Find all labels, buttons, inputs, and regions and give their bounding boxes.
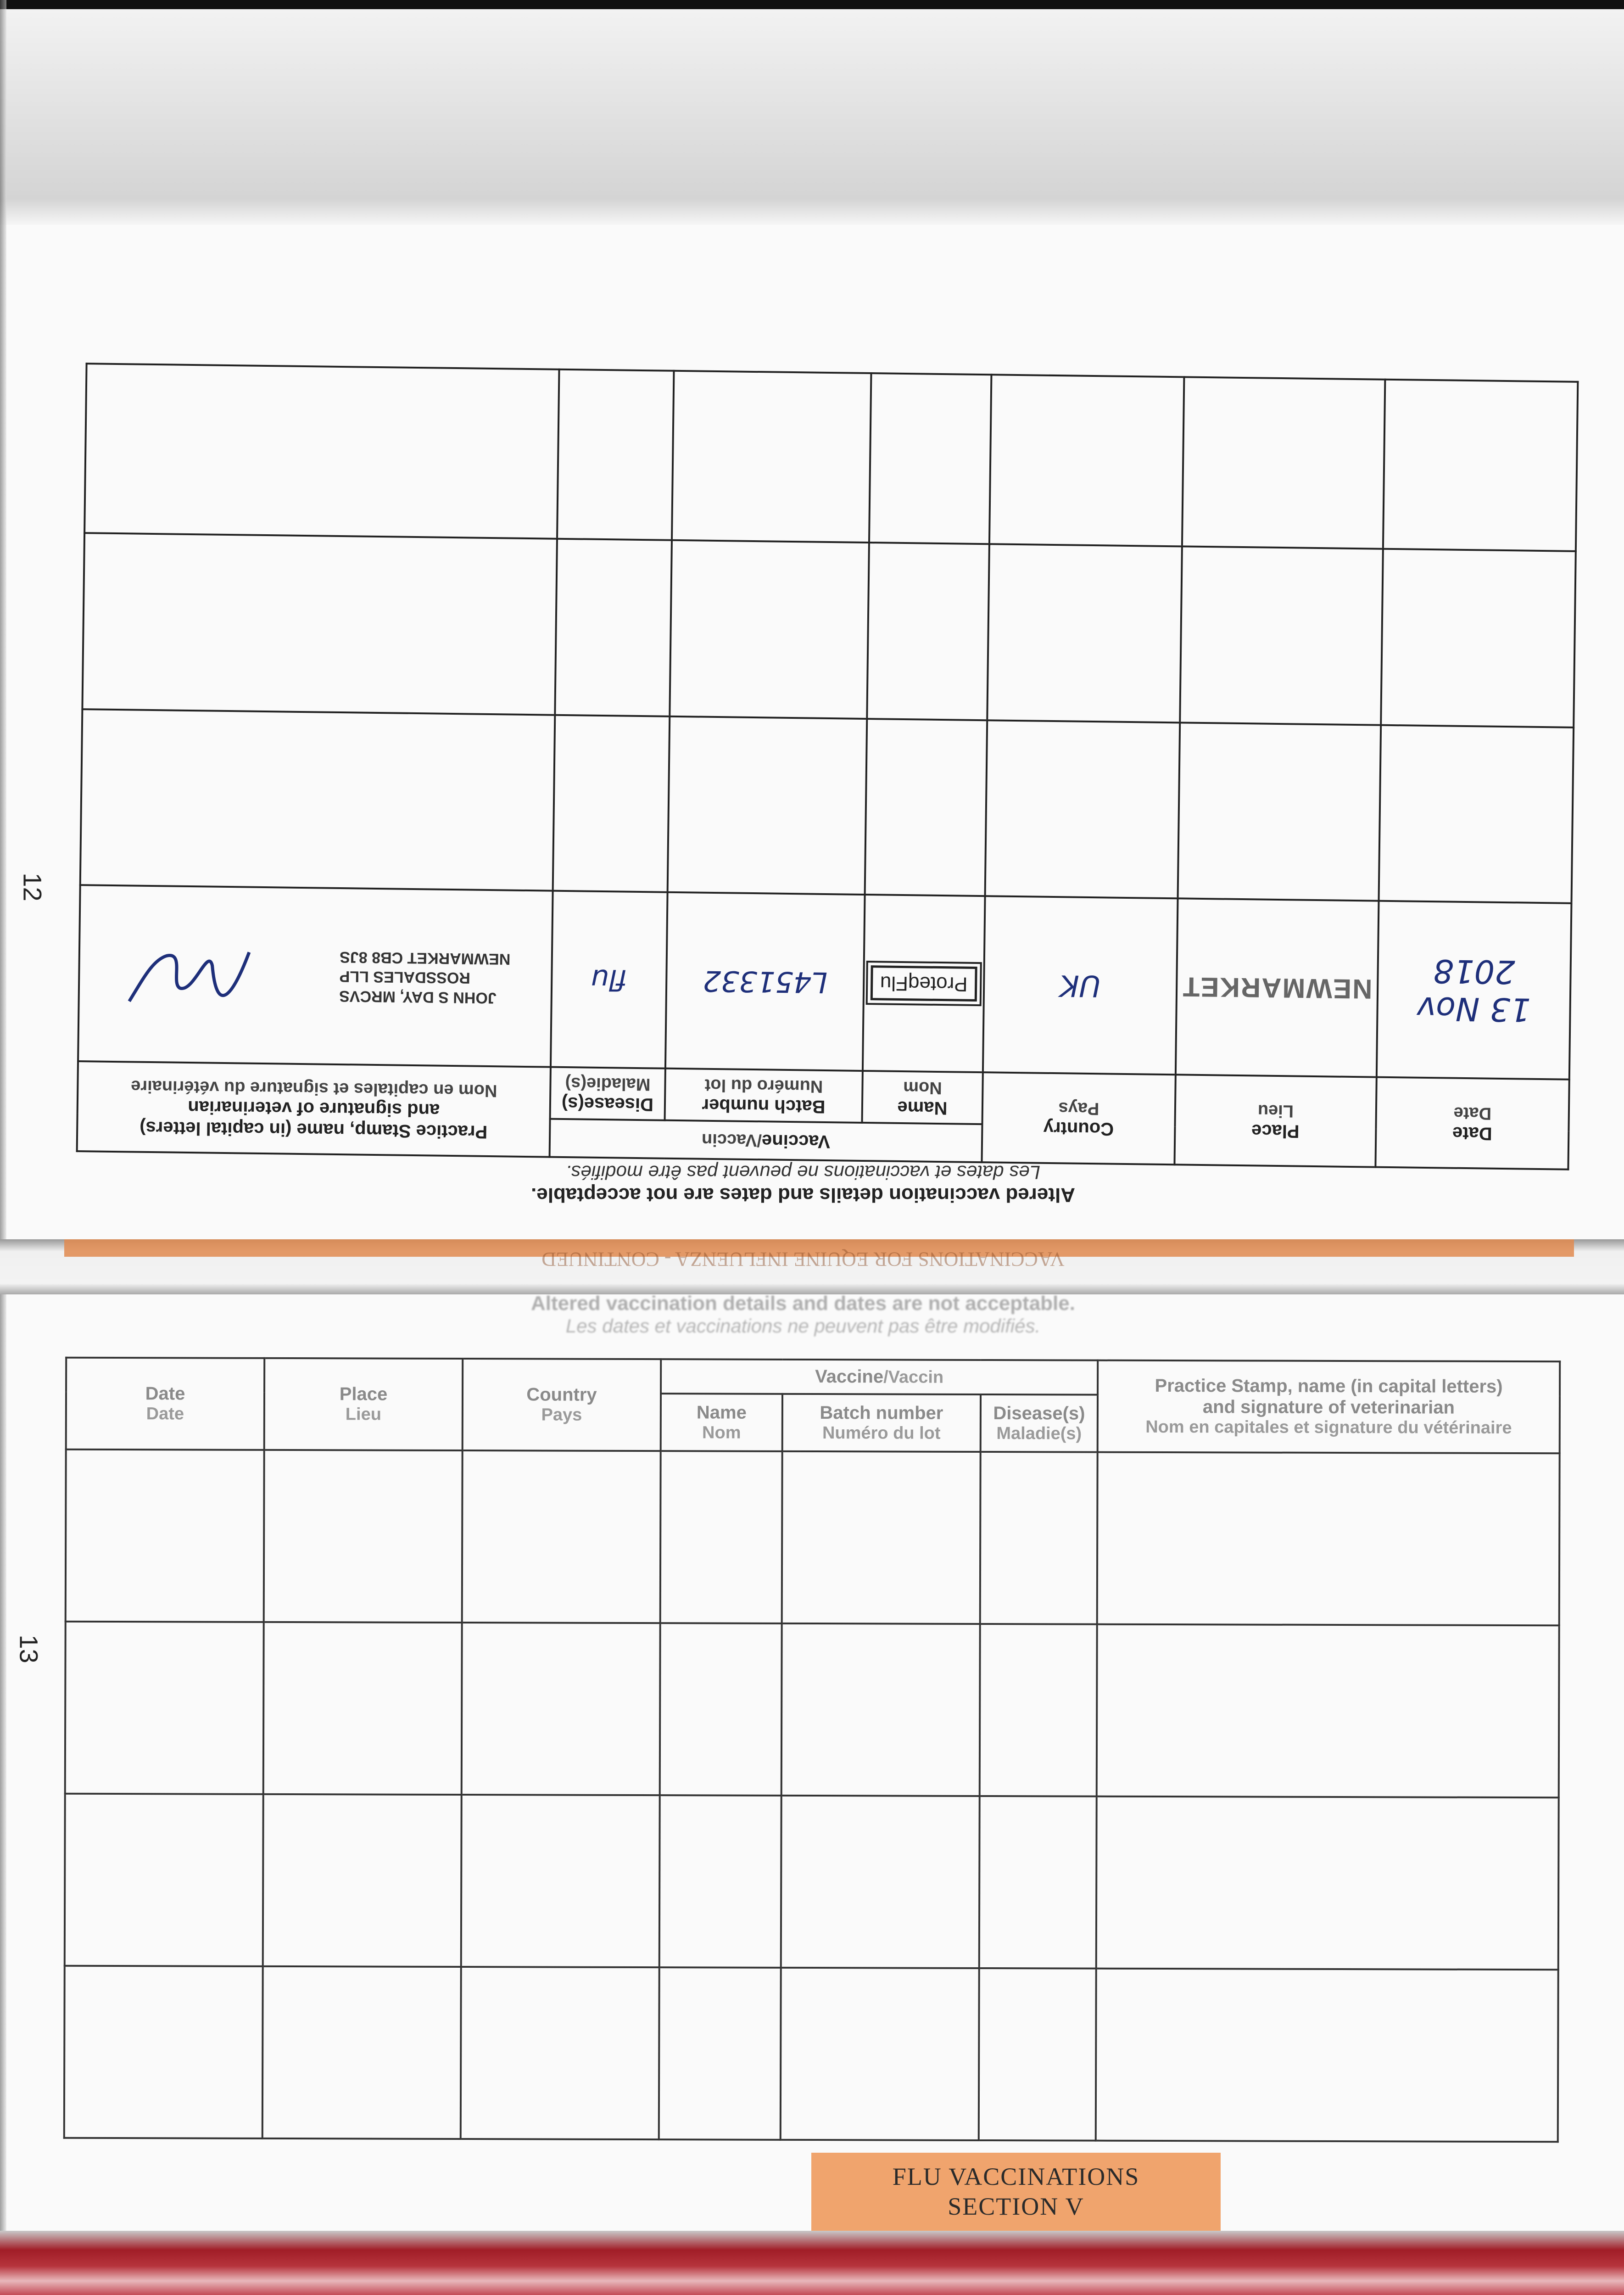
table-row xyxy=(65,1622,1559,1798)
section-label-line1: FLU VACCINATIONS xyxy=(892,2163,1140,2191)
header-place: Place Lieu xyxy=(1174,1075,1376,1167)
table-row xyxy=(84,364,1578,551)
header-country: Country Pays xyxy=(982,1072,1175,1164)
entry-disease: flu xyxy=(551,891,668,1069)
scan-top-edge xyxy=(0,0,1624,9)
book-cover-edge xyxy=(0,2231,1624,2295)
upper-notice: Altered vaccination details and dates are not acceptable. Les dates et vaccinations ne peuvent pas être modifiés. xyxy=(531,1162,1075,1206)
facing-page-shadow xyxy=(0,9,1624,225)
lower-notice: Altered vaccination details and dates are not acceptable. Les dates et vaccinations ne peuvent pas être modifiés. xyxy=(531,1292,1075,1337)
entry-place: NEWMARKET xyxy=(1176,899,1379,1077)
header-country: Country Pays xyxy=(463,1359,661,1451)
header-place: Place Lieu xyxy=(264,1358,463,1450)
lower-vaccination-table xyxy=(63,1357,1559,2141)
header-disease: Disease(s) Maladie(s) xyxy=(981,1394,1098,1452)
header-stamp: Practice Stamp, name (in capital letters) and signature of veterinarian Nom en capitales et signature du vétérinaire xyxy=(77,1061,551,1157)
header-vaccine: Vaccine/Vaccin xyxy=(661,1359,1098,1394)
table-row xyxy=(65,1794,1559,1970)
veterinarian-signature xyxy=(120,928,259,1021)
entry-date: 13 Nov 2018 xyxy=(1377,901,1572,1080)
table-row-filled xyxy=(78,885,1571,1080)
upper-vaccination-table xyxy=(78,363,1579,1170)
entry-batch: L451332 xyxy=(665,892,865,1071)
header-date: Date Date xyxy=(66,1358,265,1450)
table-row xyxy=(82,533,1575,727)
practice-stamp: JOHN S DAY, MRCVS ROSSDALES LLP NEWMARKET CB8 8JS xyxy=(339,948,511,1007)
header-batch: Batch number Numéro du lot xyxy=(665,1069,863,1123)
page-number-12: 12 xyxy=(18,873,47,901)
entry-stamp xyxy=(78,885,553,1067)
table-row xyxy=(66,1450,1560,1626)
entry-country: UK xyxy=(983,896,1178,1075)
section-label-line2: SECTION V xyxy=(948,2193,1084,2220)
scan-left-edge xyxy=(0,0,6,2295)
table-row xyxy=(64,1966,1558,2142)
header-disease: Disease(s) Maladie(s) xyxy=(550,1067,665,1120)
table-row xyxy=(80,709,1574,903)
header-date: Date Date xyxy=(1375,1077,1569,1170)
header-vaccine: Vaccine/Vaccin xyxy=(550,1119,982,1162)
section-label-box xyxy=(811,2153,1221,2231)
header-batch: Batch number Numéro du lot xyxy=(782,1394,981,1452)
faded-section-header: VACCINATIONS FOR EQUINE INFLUENZA - CONTINUED xyxy=(541,1248,1065,1271)
entry-vaccine-name: ProteqFlu xyxy=(863,895,985,1072)
header-stamp: Practice Stamp, name (in capital letters) and signature of veterinarian Nom en capitales et signature du vétérinaire xyxy=(1098,1360,1560,1454)
page-number-13: 13 xyxy=(14,1634,44,1663)
header-name: Name Nom xyxy=(862,1071,983,1125)
header-name: Name Nom xyxy=(661,1394,782,1451)
